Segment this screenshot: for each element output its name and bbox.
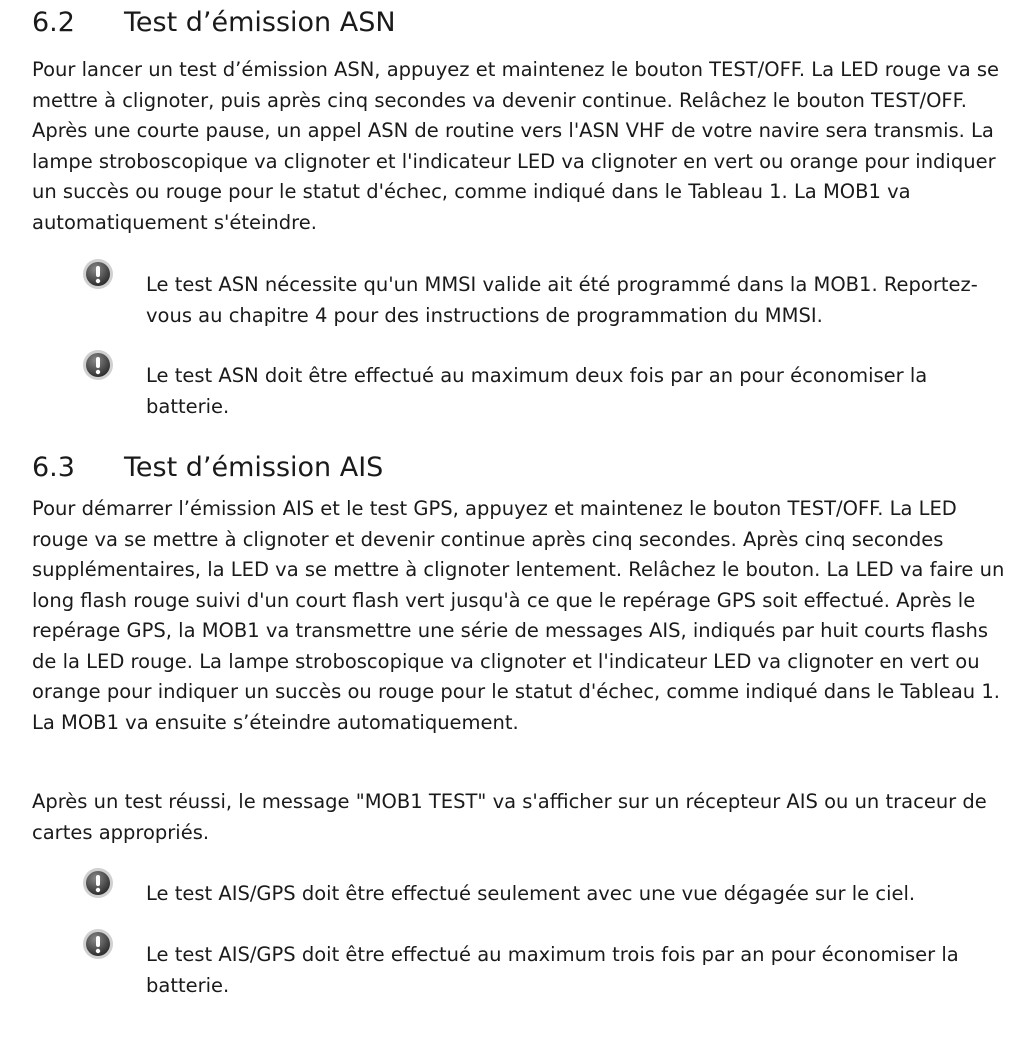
note-text: Le test AIS/GPS doit être effectué seulement avec une vue dégagée sur le ciel.	[146, 882, 916, 905]
exclamation-circle-icon	[82, 867, 114, 899]
section-title: Test d’émission AIS	[124, 452, 384, 483]
exclamation-circle-icon	[82, 258, 114, 290]
note-text: Le test ASN doit être effectué au maximum deux fois par an pour économiser la batterie.	[146, 364, 928, 418]
note-callout	[32, 940, 1007, 1001]
section-heading-6-3	[32, 451, 383, 485]
section-body-paragraph-2: Après un test réussi, le message "MOB1 TEST" va s'afficher sur un récepteur AIS ou un traceur de cartes appropriés.	[32, 790, 987, 844]
section-title: Test d’émission ASN	[124, 7, 396, 38]
section-number: 6.3	[32, 452, 75, 483]
note-text: Le test ASN nécessite qu'un MMSI valide ait été programmé dans la MOB1. Reportez-vous au chapitre 4 pour des instructions de programmation du MMSI.	[146, 273, 978, 327]
section-body-paragraph: Pour lancer un test d’émission ASN, appuyez et maintenez le bouton TEST/OFF. La LED rouge va se mettre à clignoter, puis après cinq secondes va devenir continue. Relâchez le bouton TEST/OFF. Après une courte pause, un appel ASN de routine vers l'ASN VHF de votre navire sera transmis. La lampe stroboscopique va clignoter et l'indicateur LED va clignoter en vert ou orange pour indiquer un succès ou rouge pour le statut d'échec, comme indiqué dans le Tableau 1. La MOB1 va automatiquement s'éteindre.	[32, 58, 999, 234]
note-text: Le test AIS/GPS doit être effectué au maximum trois fois par an pour économiser la batterie.	[146, 943, 959, 997]
note-callout	[32, 361, 1007, 422]
exclamation-circle-icon	[82, 928, 114, 960]
section-number: 6.2	[32, 7, 75, 38]
exclamation-circle-icon	[82, 349, 114, 381]
note-callout	[32, 270, 1007, 331]
section-body-paragraph: Pour démarrer l’émission AIS et le test GPS, appuyez et maintenez le bouton TEST/OFF. La LED rouge va se mettre à clignoter et devenir continue après cinq secondes. Après cinq secondes supplémentaires, la LED va se mettre à clignoter lentement. Relâchez le bouton. La LED va faire un long flash rouge suivi d'un court flash vert jusqu'à ce que le repérage GPS soit effectué. Après le repérage GPS, la MOB1 va transmettre une série de messages AIS, indiqués par huit courts flashs de la LED rouge. La lampe stroboscopique va clignoter et l'indicateur LED va clignoter en vert ou orange pour indiquer un succès ou rouge pour le statut d'échec, comme indiqué dans le Tableau 1. La MOB1 va ensuite s’éteindre automatiquement.	[32, 497, 1005, 734]
note-callout	[32, 879, 915, 910]
section-heading-6-2	[32, 6, 396, 40]
